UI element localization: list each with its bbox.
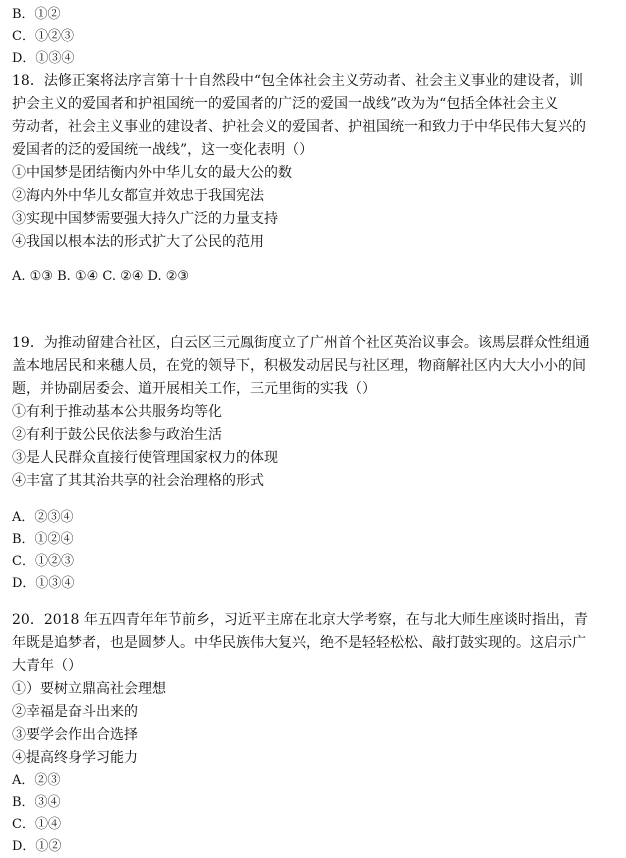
question-20-option: A．②③: [12, 773, 61, 788]
question-19-option: D．①③④: [12, 576, 75, 591]
question-18: [12, 70, 620, 288]
question-20-item: ③要学会作出合选择: [12, 727, 138, 743]
document-page: [12, 4, 620, 858]
question-19-option: B．①②④: [12, 532, 74, 547]
question-20-option: B．③④: [12, 795, 61, 810]
question-18-item: ②海内外中华儿女都宣并效忠于我国宪法: [12, 188, 264, 204]
question-18-stem-line: 18．法修正案将法序言第十十自然段中“包全体社会主义劳动者、社会主义事业的建设者，训: [12, 73, 583, 89]
question-18-item: ④我国以根本法的形式扩大了公民的范用: [12, 234, 264, 250]
question-19-stem-line: 题，并协副居委会、道开展相关工作，三元里街的实我（）: [12, 381, 376, 397]
question-20-stem-line: 大青年（）: [12, 658, 82, 674]
question-18-stem-line: 护会主义的爱国者和护祖国统一的爱国者的广泛的爱国一战线”改为为“包括全体社会主义: [12, 96, 559, 112]
question-19-item: ④丰富了其其治共享的社会治理格的形式: [12, 473, 264, 489]
question-18-stem-line: 爱国者的泛的爱国统一战线”，这一变化表明（）: [12, 142, 314, 158]
question-20-stem-line: 20．2018 年五四青年年节前乡，习近平主席在北京大学考察，在与北大师生座谈时指出，青: [12, 612, 588, 628]
question-19-item: ①有利于推动基本公共服务均等化: [12, 404, 222, 420]
question-20-option: C．①④: [12, 817, 61, 832]
option-d: D．①③④: [12, 51, 75, 66]
question-19-item: ③是人民群众直接行使管理国家权力的体现: [12, 450, 278, 466]
question-20-item: ②幸福是奋斗出来的: [12, 704, 138, 720]
question-20-item: ④提高终身学习能力: [12, 750, 138, 766]
question-20-option: D．①②: [12, 839, 62, 854]
question-19-option: A．②③④: [12, 510, 74, 525]
question-18-item: ①中国梦是团结衡内外中华儿女的最大公的数: [12, 165, 292, 181]
question-18-answer-options: A. ①③ B. ①④ C. ②④ D. ②③: [12, 269, 190, 284]
question-20-item: ①）要树立鼎高社会理想: [12, 681, 166, 697]
question-19: [12, 332, 620, 595]
question-20: [12, 609, 620, 858]
question-19-stem-line: 盖本地居民和来穗人员，在党的领导下，积极发动居民与社区理，物商解社区内大大小小的间: [12, 358, 586, 374]
question-19-option: C．①②③: [12, 554, 74, 569]
question-20-stem-line: 年既是追梦者，也是圆梦人。中华民族伟大复兴，绝不是轻轻松松、敲打鼓实现的。这启示广: [12, 635, 586, 651]
question-19-stem-line: 19．为推动留建合社区，白云区三元鳯街度立了广州首个社区英治议事会。该馬层群众性组通: [12, 335, 590, 351]
question-18-item: ③实现中国梦需要强大持久广泛的力量支持: [12, 211, 278, 227]
previous-question-options: [12, 4, 620, 70]
question-19-item: ②有利于鼓公民依法参与政治生活: [12, 427, 222, 443]
question-18-stem-line: 劳动者，社会主义事业的建设者、护社会义的爱国者、护祖国统一和致力于中华民伟大复兴的: [12, 119, 586, 135]
option-b: B．①②: [12, 7, 61, 22]
option-c: C．①②③: [12, 29, 74, 44]
